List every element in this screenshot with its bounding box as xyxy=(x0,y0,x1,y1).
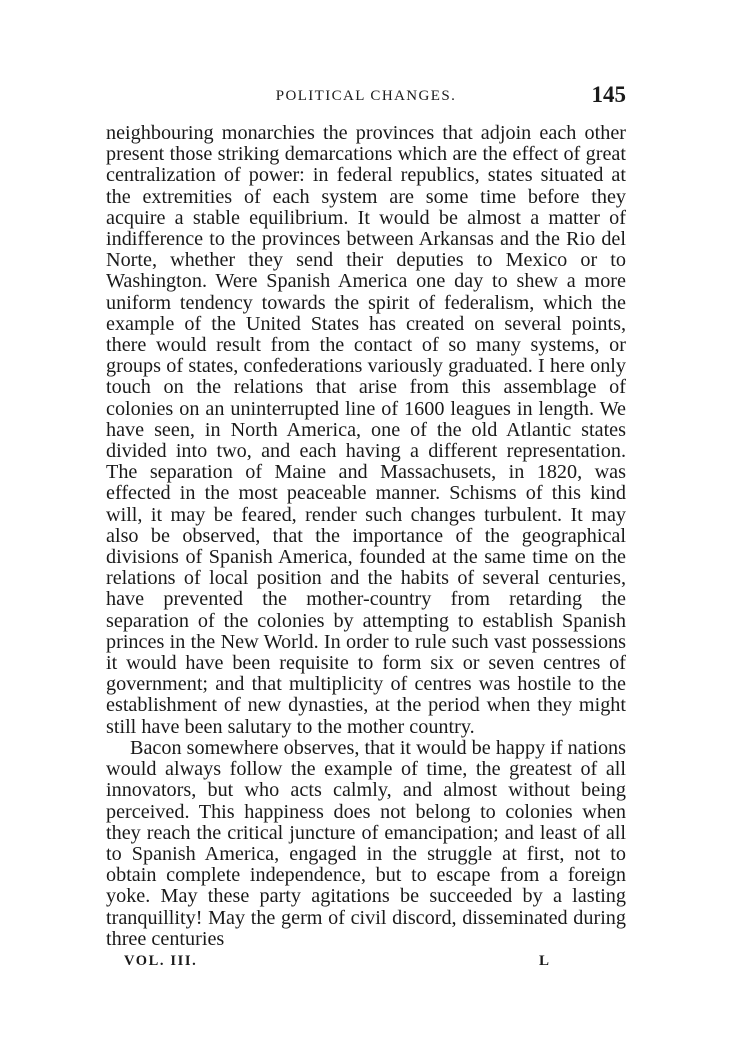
body-text xyxy=(106,123,626,950)
running-title: POLITICAL CHANGES. xyxy=(275,88,457,104)
footer-signature-line xyxy=(106,949,626,973)
signature-mark: L xyxy=(539,953,550,969)
volume-label: VOL. III. xyxy=(124,953,198,969)
paragraph-continued: neighbouring monarchies the provinces that adjoin each other present those striking demarcations which are the effect of great centralization of power: in federal republics, states situated at the extremities of each system are some time before they acquire a stable equilibrium. It would be almost a matter of indifference to the provinces between Arkansas and the Rio del Norte, whether they send their deputies to Mexico or to Washington. Were Spanish America one day to shew a more uniform tendency towards the spirit of federalism, which the example of the United States has created on several points, there would result from the contact of so many systems, or groups of states, confederations variously graduated. I here only touch on the relations that arise from this assemblage of colonies on an uninterrupted line of 1600 leagues in length. We have seen, in North America, one of the old Atlantic states divided into two, and each having a different representation. The separation of Maine and Massachusets, in 1820, was effected in the most peaceable manner. Schisms of this kind will, it may be feared, render such changes turbulent. It may also be observed, that the importance of the geographical divisions of Spanish America, founded at the same time on the relations of local position and the habits of several centuries, have prevented the mother-country from retarding the separation of the colonies by attempting to establish Spanish princes in the New World. In order to rule such vast possessions it would have been requisite to form six or seven centres of government; and that multiplicity of centres was hostile to the establishment of new dynasties, at the period when they might still have been salutary to the mother country. xyxy=(106,122,626,738)
paragraph-bacon: Bacon somewhere observes, that it would be happy if nations would always follow the example of time, the greatest of all innovators, but who acts calmly, and almost without being perceived. This happiness does not belong to colonies when they reach the critical juncture of emancipation; and least of all to Spanish America, engaged in the struggle at first, not to obtain complete independence, but to escape from a foreign yoke. May these party agitations be succeeded by a lasting tranquillity! May the germ of civil discord, disseminated during three centuries xyxy=(106,736,626,950)
page-number: 145 xyxy=(591,82,626,107)
running-head xyxy=(106,84,626,108)
